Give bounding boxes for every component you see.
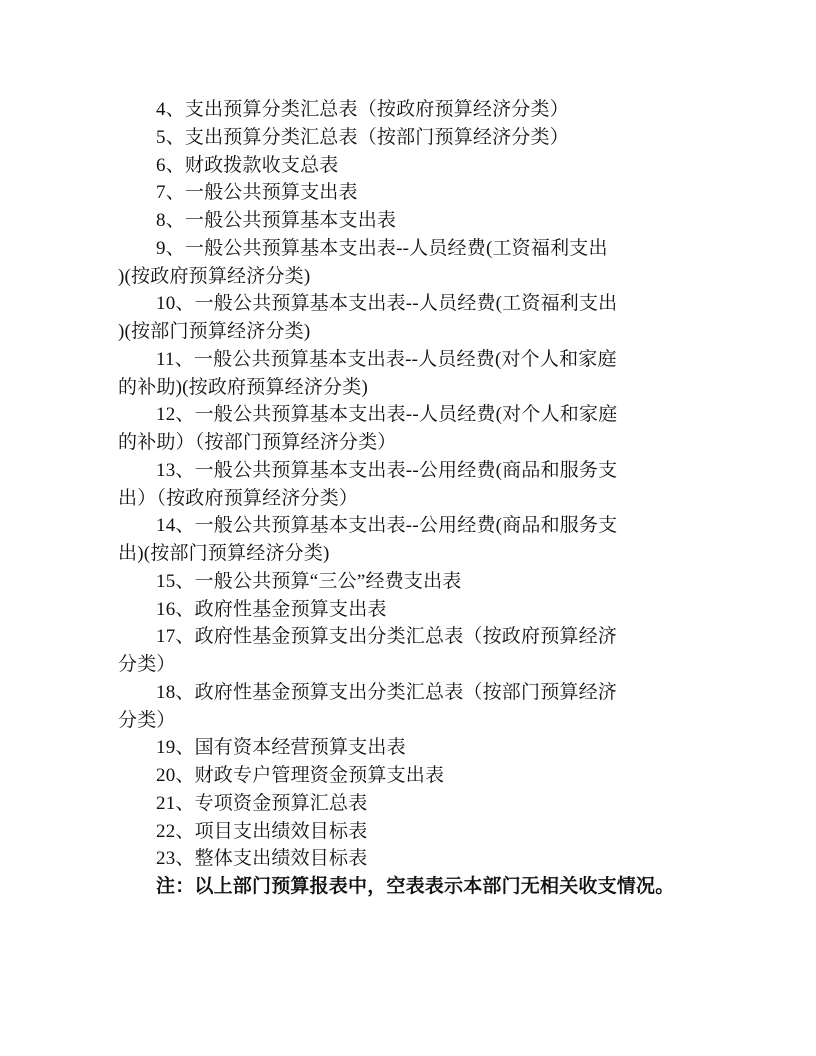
list-item: 21、专项资金预算汇总表 — [156, 792, 368, 814]
list-item: 17、政府性基金预算支出分类汇总表（按政府预算经济 分类） — [118, 626, 618, 675]
list-item: 13、一般公共预算基本支出表--公用经费(商品和服务支 出）（按政府预算经济分类） — [118, 459, 618, 509]
list-item: 19、国有资本经营预算支出表 — [156, 737, 406, 759]
list-item: 7、一般公共预算支出表 — [156, 182, 358, 204]
list-item: 20、财政专户管理资金预算支出表 — [156, 765, 445, 786]
list-item: 15、一般公共预算“三公”经费支出表 — [156, 570, 462, 592]
list-item: 4、支出预算分类汇总表（按政府预算经济分类） — [156, 99, 569, 120]
list-item: 22、项目支出绩效目标表 — [156, 820, 368, 842]
list-item: 11、一般公共预算基本支出表--人员经费(对个人和家庭 的补助)(按政府预算经济分类) — [118, 348, 617, 398]
list-item: 10、一般公共预算基本支出表--人员经费(工资福利支出 )(按部门预算经济分类) — [118, 293, 618, 342]
list-item: 9、一般公共预算基本支出表--人员经费(工资福利支出 )(按政府预算经济分类) — [118, 237, 608, 287]
list-item: 16、政府性基金预算支出表 — [156, 598, 387, 620]
list-item: 14、一般公共预算基本支出表--公用经费(商品和服务支 出)(按部门预算经济分类) — [118, 515, 618, 564]
note-line: 注：以上部门预算报表中，空表表示本部门无相关收支情况。 — [156, 876, 675, 897]
list-item: 12、一般公共预算基本支出表--人员经费(对个人和家庭 的补助）（按部门预算经济分类） — [118, 404, 618, 453]
list-item: 23、整体支出绩效目标表 — [156, 848, 368, 870]
list-item: 8、一般公共预算基本支出表 — [156, 210, 397, 231]
list-item: 5、支出预算分类汇总表（按部门预算经济分类） — [156, 126, 569, 148]
budget-report-list — [118, 96, 718, 901]
list-item: 6、财政拨款收支总表 — [156, 154, 339, 176]
list-item: 18、政府性基金预算支出分类汇总表（按部门预算经济 分类） — [118, 681, 618, 731]
